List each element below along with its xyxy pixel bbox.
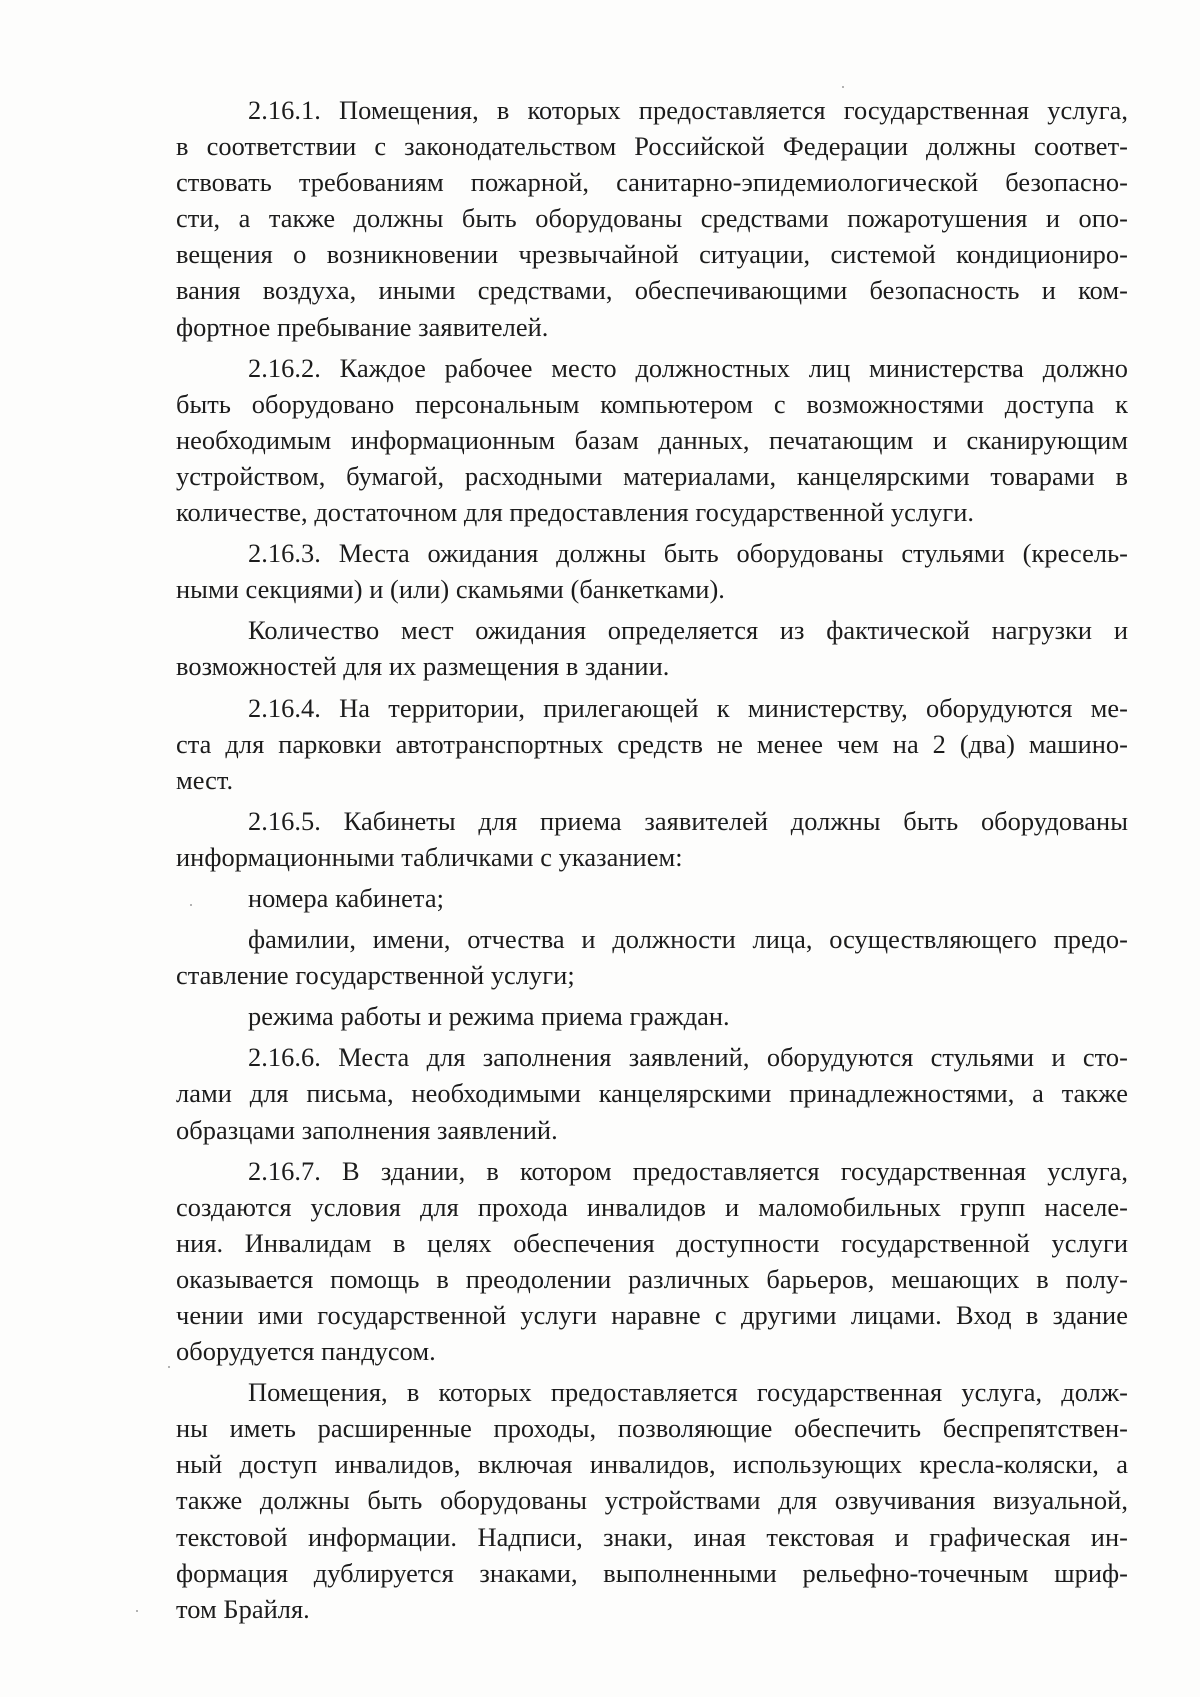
text-line: ны иметь расширенные проходы, позволяющие обеспечить беспрепятствен- (176, 1413, 1128, 1444)
text-line: количестве, достаточном для предоставления государственной услуги. (176, 497, 975, 528)
paragraph (176, 1153, 1128, 1370)
document-body (176, 92, 1128, 1632)
scan-speck (842, 86, 844, 88)
text-line: ствовать требованиям пожарной, санитарно-эпидемиологической безопасно- (176, 167, 1128, 198)
text-line: вания воздуха, иными средствами, обеспечивающими безопасность и ком- (176, 275, 1128, 306)
paragraph (176, 921, 1128, 993)
text-line: 2.16.6. Места для заполнения заявлений, оборудуются стульями и сто- (248, 1042, 1128, 1073)
text-line: лами для письма, необходимыми канцелярскими принадлежностями, а также (176, 1078, 1128, 1109)
scan-speck (168, 1366, 170, 1368)
paragraph (176, 803, 1128, 875)
paragraph (176, 1374, 1128, 1627)
text-line: Помещения, в которых предоставляется государственная услуга, долж- (248, 1377, 1128, 1408)
text-line: формация дублируется знаками, выполненными рельефно-точечным шриф- (176, 1557, 1128, 1588)
text-line: 2.16.5. Кабинеты для приема заявителей должны быть оборудованы (248, 805, 1128, 836)
text-line: необходимым информационным базам данных, печатающим и сканирующим (176, 424, 1128, 455)
text-line: 2.16.4. На территории, прилегающей к министерству, оборудуются ме- (248, 692, 1128, 723)
paragraph (176, 612, 1128, 684)
text-line: информационными табличками с указанием: (176, 841, 683, 872)
text-line: оборудуется пандусом. (176, 1336, 436, 1367)
text-line: режима работы и режима приема граждан. (248, 1001, 730, 1032)
text-line: в соответствии с законодательством Российской Федерации должны соответ- (176, 131, 1128, 162)
paragraph (176, 690, 1128, 798)
text-line: 2.16.7. В здании, в котором предоставляется государственная услуга, (248, 1155, 1128, 1186)
text-line: фамилии, имени, отчества и должности лица, осуществляющего предо- (248, 924, 1128, 955)
text-line: образцами заполнения заявлений. (176, 1114, 558, 1145)
paragraph (176, 535, 1128, 607)
text-line: том Брайля. (176, 1593, 310, 1624)
scan-speck (190, 904, 192, 906)
text-line: также должны быть оборудованы устройствами для озвучивания визуальной, (176, 1485, 1128, 1516)
text-line: вещения о возникновении чрезвычайной ситуации, системой кондициониро- (176, 239, 1128, 270)
text-line: 2.16.1. Помещения, в которых предоставляется государственная услуга, (248, 95, 1128, 125)
text-line: создаются условия для прохода инвалидов и маломобильных групп населе- (176, 1191, 1128, 1222)
text-line: устройством, бумагой, расходными материалами, канцелярскими товарами в (176, 460, 1128, 491)
text-line: ста для парковки автотранспортных средств не менее чем на 2 (два) машино- (176, 728, 1128, 759)
paragraph (176, 92, 1128, 345)
text-line: быть оборудовано персональным компьютером с возможностями доступа к (176, 388, 1128, 419)
text-line: фортное пребывание заявителей. (176, 311, 549, 342)
text-line: Количество мест ожидания определяется из фактической нагрузки и (248, 615, 1128, 646)
text-line: сти, а также должны быть оборудованы средствами пожаротушения и опо- (176, 203, 1128, 234)
paragraph (176, 350, 1128, 530)
text-line: ставление государственной услуги; (176, 960, 575, 991)
text-line: ными секциями) и (или) скамьями (банкетками). (176, 574, 725, 605)
text-line: текстовой информации. Надписи, знаки, иная текстовая и графическая ин- (176, 1521, 1128, 1552)
scan-speck (136, 1610, 138, 1612)
text-line: ния. Инвалидам в целях обеспечения доступности государственной услуги (176, 1227, 1128, 1258)
text-line: чении ими государственной услуги наравне с другими лицами. Вход в здание (176, 1300, 1128, 1330)
paragraph (176, 998, 1128, 1034)
text-line: ный доступ инвалидов, включая инвалидов, использующих кресла-коляски, а (176, 1449, 1128, 1480)
text-line: мест. (176, 764, 234, 795)
text-line: возможностей для их размещения в здании. (176, 651, 670, 682)
text-line: 2.16.2. Каждое рабочее место должностных лиц министерства должно (248, 352, 1128, 383)
paragraph (176, 880, 1128, 916)
text-line: номера кабинета; (248, 882, 444, 913)
text-line: 2.16.3. Места ожидания должны быть оборудованы стульями (кресель- (248, 538, 1128, 569)
paragraph (176, 1039, 1128, 1147)
text-line: оказывается помощь в преодолении различных барьеров, мешающих в полу- (176, 1263, 1128, 1294)
